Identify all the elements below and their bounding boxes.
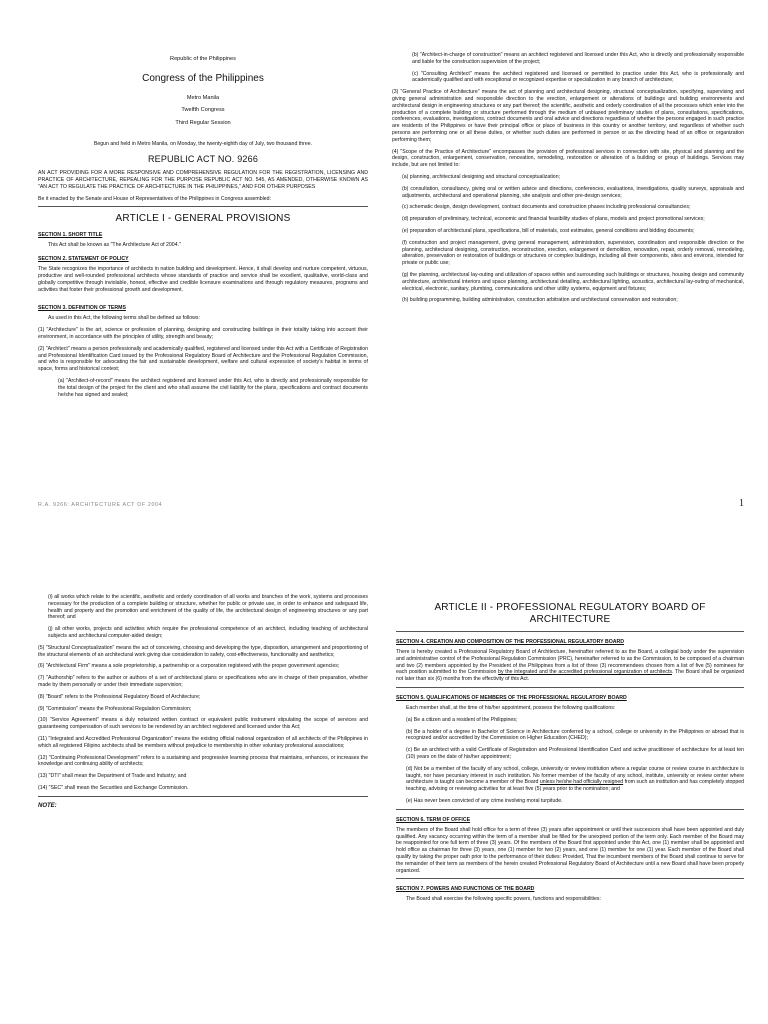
qualification-d-a: (d) Not be a member of the faculty of any school, college, university or review institution where a regular course or review course in architecture is taught, nor have pecuniary interest in such institution. No former member of the faculty of any school, institute, university or review center where architecture is taught can become a member of the Board [406, 765, 744, 786]
act-title: AN ACT PROVIDING FOR A MORE RESPONSIVE AND COMPREHENSIVE REGULATION FOR THE REGISTRATION, LICENSING AND PRACTICE OF ARCHITECTURE, REPEALING FOR THE PURPOSE REPUBLIC ACT NO. 545, AS AMENDED, OTHERWISE KNOWN AS "AN ACT TO REGULATE THE PRACTICE OF ARCHITECTURE IN THE PHILIPPINES," AND FOR OTHER PURPOSES [38, 170, 368, 190]
section-1-heading: SECTION 1. SHORT TITLE [38, 232, 103, 239]
definition-9: (9) "Commission" means the Professional Regulation Commission; [38, 705, 192, 712]
definition-2c: (c) "Consulting Architect" means the architect registered and licensed or permitted to practice under this Act, who is professionally and academically qualified and with exceptional or recognized expertise or specialization in any branch of architecture; [412, 70, 744, 84]
section-5-intro: Each member shall, at the time of his/her appointment, possess the following qualifications: [406, 704, 616, 711]
definition-4: (4) "Scope of the Practice of Architecture" encompasses the provision of professional services in connection with site, physical and planning and the design, construction, enlargement, conservation, renovation, remodeling, restoration or alteration of a building or group of buildings. Services may include, but are not limited to: [392, 148, 744, 169]
definition-11: (11) "Integrated and Accredited Professional Organization" means the existing official national organization of all architects of the Philippines in which all registered Filipino architects shall be members without prejudice to membership in other voluntary professional associations; [38, 735, 368, 749]
section-6-text: The members of the Board shall hold office for a term of three (3) years after appointment or until their successors shall have been appointed and duly qualified. Any vacancy occurring within the term of a member shall be filled for the unexpired portion of the term only. Each member of the Board may be reappointed for one full term of three (3) years. Of the members of the Board first appointed under this Act, one (1) member shall be appointed and hold office as chairman for three (3) years, one (1) member for two (2) years, and one (1) member for one (1) year. Each member of the Board shall qualify by taking the proper oath prior to the performance of their duties: Provided, That the incumbent members of the Board shall continue to serve for the remainder of their term as members of the herein created Professional Regulatory Board of Architecture until a new Board shall have been properly organized. [396, 826, 744, 874]
qualification-c: (c) Be an architect with a valid Certificate of Registration and Professional Identification Card and active practitioner of architecture for at least ten (10) years on the date of his/her appointment; [406, 747, 744, 760]
page-4 [384, 512, 768, 1024]
qualification-d-b: from such an institution and has completely stopped teaching, advising or reviewing activities for at least five (5) years prior to the nomination; and [406, 779, 744, 793]
definition-12: (12) "Continuing Professional Development" refers to a sustaining and progressive learning process that maintains, enhances, or increases the knowledge and continuing ability of architects; [38, 754, 368, 768]
enacting-clause: Be it enacted by the Senate and House of Representatives of the Philippines in Congress assembled: [38, 195, 272, 202]
congress-header: Congress of the Philippines [142, 72, 264, 84]
definition-3: (3) "General Practice of Architecture" means the act of planning and architectural designing, structural conceptualization, specifying, supervising and giving general administration and responsible direction to the erection, enlargement or alterations of buildings and building environments and architectural design in engineering structures or any part thereof; the scientific, aesthetic and orderly coordination of all the processes which enter into the production of a complete building or structure performed through the medium of unbiased preliminary studies of plans, consultations, specifications, conferences, evaluations, investigations, contract documents and oral advice and directions regardless of whether the persons engaged in such practice are residents of the Philippines or have their principal office or place of business in this country or another territory, and regardless of whether such persons are performing one or all these duties, or whether such duties are performed in person or as the directing head of an office or organization performing them; [392, 89, 744, 143]
page-3 [0, 512, 384, 1024]
article-2-title: ARTICLE II - PROFESSIONAL REGULATORY BOARD OF ARCHITECTURE [434, 602, 706, 625]
article-1-title: ARTICLE I - GENERAL PROVISIONS [115, 213, 291, 225]
divider [396, 878, 744, 879]
section-3-intro: As used in this Act, the following terms shall be defined as follows: [48, 315, 200, 322]
divider [396, 631, 744, 632]
scope-d: (d) preparation of preliminary, technical, economic and financial feasibility studies of plans, models and project promotional services; [402, 216, 705, 223]
session-header: Third Regular Session [175, 119, 231, 126]
section-4-heading: SECTION 4. CREATION AND COMPOSITION OF THE PROFESSIONAL REGULATORY BOARD [396, 639, 624, 645]
definition-2: (2) "Architect" means a person professionally and academically qualified, registered and licensed under this Act with a Certificate of Registration and Professional Identification Card issued by the Professional Regulatory Board of Architecture and the Professional Regulation Commission, and who is responsible for advocating the fair and sustainable development, welfare and cultural expression of society's habitat in terms of space, forms and historical context; [38, 345, 368, 373]
section-7-text: The Board shall exercise the following specific powers, functions and responsibilities: [406, 896, 601, 903]
scope-h: (h) building programming, building administration, construction arbitration and architectural conservation and restoration; [402, 297, 678, 304]
qualification-b: (b) Be a holder of a degree in Bachelor of Science in Architecture conferred by a school, college or university in the Philippines or abroad that is recognized and/or accredited by the Commission on Higher Education (CHED); [406, 728, 744, 742]
page-number: 1 [739, 498, 744, 509]
page-footer: R.A. 9266: ARCHITECTURE ACT OF 2004 [38, 502, 163, 508]
note-label: NOTE: [38, 802, 57, 809]
scope-b: (b) consultation, consultancy, giving oral or written advice and directions, conferences, evaluations, investigations, quality surveys, appraisals and adjustments, architectural and operational planning, site analysis and other pre-design services; [402, 185, 744, 199]
section-6-heading: SECTION 6. TERM OF OFFICE [396, 816, 471, 823]
section-4-text [396, 649, 744, 683]
definition-2b: (b) "Architect-in-charge of construction" means an architect registered and licensed under this Act, who is directly and professionally responsible and liable for the construction supervision of the project; [412, 52, 744, 65]
definition-2a: (a) "Architect-of-record" means the architect registered and licensed under this Act, who is directly and professionally responsible for the total design of the project for the client and who shall assume the civil liability for the plans, specifications and contract documents he/she has signed and sealed; [58, 377, 368, 398]
section-4-text-underlined: by the integrated and the accredited professional organization of architects [498, 669, 672, 676]
scope-g: (g) the planning, architectural lay-outing and utilization of spaces within and surrounding such buildings or structures, housing design and community architecture, architectural interiors and space planning, architectural detailing, architectural lighting, acoustics, architectural lay-outing of mechanical, electrical, electronic, sanitary, plumbing, communications and other utility systems, equipment and fixtures; [402, 271, 744, 292]
section-4-text-a: There is hereby created a Professional Regulatory Board of Architecture, hereinafter referred to as the Board, a collegial body under the supervision and administrative control of the Professional Regulation Commission (PRC), hereinafter referred to as the Commission, to be composed of a chairman and two (2) members appointed by the President of the Philippines from a list of three (3) recommendees chosen from a list of five (5) nominees for each position submitted to the Commission [396, 649, 744, 676]
begun-statement: Begun and held in Metro Manila, on Monday, the twenty-eighth day of July, two thousand three. [93, 141, 313, 148]
section-7-heading: SECTION 7. POWERS AND FUNCTIONS OF THE BOARD [396, 886, 535, 893]
scope-e: (e) preparation of architectural plans, specifications, bill of materials, cost estimates, general conditions and bidding documents; [402, 227, 695, 234]
city-header: Metro Manila [186, 94, 220, 101]
qualification-d-underlined: unless he/she had officially resigned [539, 779, 624, 786]
definition-5: (5) "Structural Conceptualization" means the act of conceiving, choosing and developing the type, disposition, arrangement and proportioning of the structural elements of an architectural work giving due consideration to safety, cost-effectiveness, functionality and aesthetics; [38, 644, 368, 658]
divider [38, 206, 368, 207]
qualification-a: (a) Be a citizen and a resident of the Philippines; [406, 716, 518, 723]
act-number: REPUBLIC ACT NO. 9266 [147, 154, 259, 165]
definition-13: (13) "DTI" shall mean the Department of Trade and Industry; and [38, 773, 187, 780]
section-4-text-b: . The Board shall be organized not later than six (6) months from the effectivity of this Act. [396, 669, 745, 683]
scope-f: (f) construction and project management, giving general management, administration, supervision, coordination and responsible direction or the planning, architectural designing, construction, reconstruction, erection, enlargement or demolition, renovation, repair, orderly removal, remodeling, alteration, preservation or restoration of buildings or structures or complex buildings, including all their components, sites and environs, intended for private or public use; [402, 239, 744, 267]
scope-i: (i) all works which relate to the scientific, aesthetic and orderly coordination of all works and branches of the work, systems and processes necessary for the production of a complete building or structure, whether for public or private use, in order to enhance and safeguard life, health and property and the promotion and enrichment of the quality of life, the architectural design of engineering structures or any part thereof; and [48, 594, 368, 621]
scope-c: (c) schematic design, design development, contract documents and construction phases including professional consultancies; [402, 204, 691, 211]
congress-number: Twelfth Congress [181, 107, 225, 114]
republic-header: Republic of the Philippines [170, 55, 236, 62]
scope-j: (j) all other works, projects and activities which require the professional competence of an architect, including teaching of architectural subjects and architectural computer-aided design; [48, 626, 368, 639]
section-2-heading: SECTION 2. STATEMENT OF POLICY [38, 256, 129, 263]
divider [38, 796, 368, 797]
divider [396, 687, 744, 688]
definition-7: (7) "Authorship" refers to the author or authors of a set of architectural plans or specifications who are in charge of their preparation, whether made by them personally or under their immediate supervision; [38, 675, 368, 688]
section-1-text: This Act shall be known as "The Architecture Act of 2004." [48, 242, 181, 249]
section-5-heading: SECTION 5. QUALIFICATIONS OF MEMBERS OF THE PROFESSIONAL REGULATORY BOARD [396, 694, 627, 701]
page-1 [0, 0, 384, 512]
divider [396, 809, 744, 810]
scope-a: (a) planning, architectural designing and structural conceptualization; [402, 173, 561, 180]
qualification-e: (e) Has never been convicted of any crime involving moral turpitude. [406, 797, 563, 804]
page-2 [384, 0, 768, 512]
definition-8: (8) "Board" refers to the Professional Regulatory Board of Architecture; [38, 693, 201, 700]
definition-6: (6) "Architectural Firm" means a sole proprietorship, a partnership or a corporation registered with the proper government agencies; [38, 663, 340, 670]
section-2-text: The State recognizes the importance of architects in nation building and development. Hence, it shall develop and nurture competent, virtuous, productive and well-rounded professional architects whose standards of practice and service shall be excellent, qualitative, world-class and globally competitive through inviolable, honest, effective and credible licensure examinations and through regulatory measures, programs and activities that foster their professional growth and development. [38, 266, 368, 293]
section-3-heading: SECTION 3. DEFINITION OF TERMS [38, 305, 126, 312]
definition-10: (10) "Service Agreement" means a duly notarized written contract or equivalent public instrument stipulating the scope of services and guaranteeing compensation of such services to be rendered by an architect registered and licensed under this Act; [38, 717, 368, 731]
qualification-d [396, 766, 744, 793]
definition-1: (1) "Architecture" is the art, science or profession of planning, designing and constructing buildings in their totality taking into account their environment, in accordance with the principles of utility, strength and beauty; [38, 327, 368, 340]
definition-14: (14) "SEC" shall mean the Securities and Exchange Commission. [38, 784, 189, 791]
